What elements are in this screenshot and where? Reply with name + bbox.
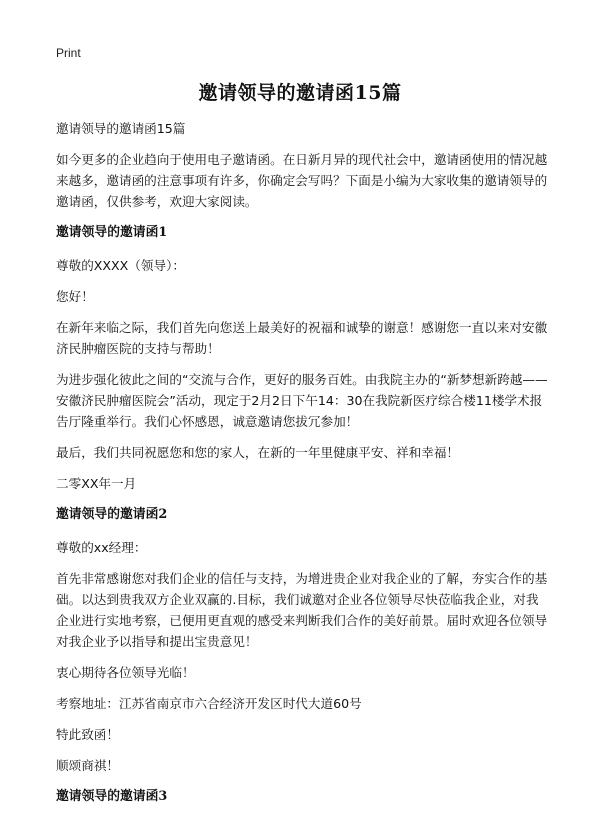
- document-body: [56, 118, 548, 819]
- letter-2-address: 考察地址：江苏省南京市六合经济开发区时代大道60号: [56, 696, 362, 711]
- letter-2-paragraph: 衷心期待各位领导光临！: [56, 665, 195, 680]
- letter-2-salutation: 尊敬的xx经理：: [56, 540, 147, 555]
- letter-2-heading: 邀请领导的邀请函2: [56, 507, 168, 522]
- letter-1-paragraph: 为进步强化彼此之间的“交流与合作，更好的服务百姓。由我院主办的“新梦想新跨越——安徽济民肿瘤医院会”活动，现定于2月2日下午14：30在我院新医疗综合楼11楼学术报告厅隆重举行。我们心怀感恩，诚意邀请您拔冗参加！: [56, 372, 548, 429]
- letter-3-heading: 邀请领导的邀请函3: [56, 789, 168, 804]
- letter-1-greeting: 您好！: [56, 289, 94, 304]
- letter-2-closing: 顺颂商祺！: [56, 758, 119, 773]
- letter-1-date: 二零XX年一月: [56, 476, 137, 491]
- print-link[interactable]: Print: [56, 46, 81, 60]
- letter-1-paragraph: 最后，我们共同祝愿您和您的家人，在新的一年里健康平安、祥和幸福！: [56, 445, 459, 460]
- letter-1-paragraph: 在新年来临之际，我们首先向您送上最美好的祝福和诚挚的谢意！感谢您一直以来对安徽济民肿瘤医院的支持与帮助！: [56, 320, 548, 356]
- document-subtitle: 邀请领导的邀请函15篇: [56, 121, 186, 136]
- letter-2-paragraph: 首先非常感谢您对我们企业的信任与支持，为增进贵企业对我企业的了解，夯实合作的基础。以达到贵我双方企业双赢的.目标，我们诚邀对企业各位领导尽快莅临我企业，对我企业进行实地考察，已便用更直观的感受来判断我们合作的美好前景。届时欢迎各位领导对我企业予以指导和提出宝贵意见！: [56, 571, 548, 649]
- page-title: 邀请领导的邀请函15篇: [198, 82, 402, 104]
- letter-1-salutation: 尊敬的XXXX（领导）：: [56, 258, 185, 273]
- letter-1-heading: 邀请领导的邀请函1: [56, 225, 168, 240]
- letter-2-closing: 特此致函！: [56, 727, 119, 742]
- intro-paragraph: 如今更多的企业趋向于使用电子邀请函。在日新月异的现代社会中，邀请函使用的情况越来越多，邀请函的注意事项有许多，你确定会写吗？下面是小编为大家收集的邀请领导的邀请函，仅供参考，欢迎大家阅读。: [56, 152, 548, 209]
